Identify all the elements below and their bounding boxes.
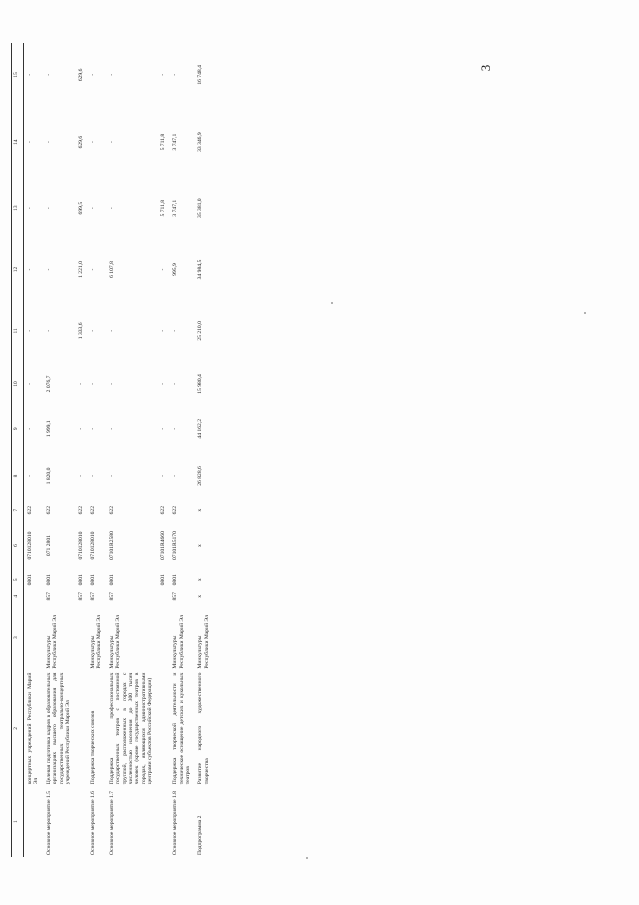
table-cell: 0801 — [45, 574, 52, 586]
table-cell: 0801 — [77, 574, 84, 586]
table-cell: 699,5 — [77, 201, 84, 215]
table-cell: - — [27, 73, 33, 76]
table-cell: 16 748,4 — [197, 65, 204, 85]
column-header: 14 — [12, 107, 24, 178]
table-cell: Основное мероприятие 1.5 — [45, 791, 52, 855]
table-cell — [24, 588, 43, 605]
rotated-table-container — [11, 43, 531, 857]
table-cell: 07101R4660 — [159, 531, 166, 561]
table-cell: Минкультуры Республики Марий Эл — [172, 615, 185, 669]
table-row — [75, 43, 87, 857]
table-body — [24, 43, 214, 857]
table-cell: 0710128010 — [89, 531, 96, 560]
table-row — [87, 43, 106, 857]
table-cell — [75, 671, 87, 787]
column-header: 1 — [12, 786, 24, 857]
budget-table — [11, 43, 213, 857]
table-cell: - — [27, 268, 33, 271]
table-row — [157, 43, 169, 857]
table-cell: 622 — [172, 505, 179, 515]
table-cell: 1 820,0 — [45, 467, 52, 485]
table-cell: 26 828,6 — [197, 466, 204, 486]
table-cell: - — [159, 427, 166, 430]
table-cell: 995,9 — [172, 263, 179, 276]
table-cell: - — [27, 207, 33, 210]
table-cell: 629,6 — [77, 68, 84, 82]
table-cell: - — [45, 207, 52, 210]
table-cell: 0801 — [27, 574, 33, 586]
column-header: 3 — [12, 605, 24, 671]
table-cell: 622 — [77, 505, 84, 515]
table-row — [43, 43, 75, 857]
table-cell: 33 346,9 — [197, 132, 204, 152]
table-cell: - — [159, 383, 166, 385]
table-cell: 07101R2580 — [108, 531, 115, 561]
table-cell: 622 — [108, 505, 115, 515]
column-header: 13 — [12, 178, 24, 239]
table-cell: - — [89, 329, 96, 332]
column-header: 4 — [12, 588, 24, 605]
table-cell: - — [172, 73, 179, 76]
table-cell: Минкультуры Республики Марий Эл — [108, 615, 122, 669]
table-cell: - — [159, 475, 166, 477]
table-cell: x — [197, 578, 204, 582]
table-cell: - — [77, 383, 84, 385]
table-cell: 6 107,8 — [108, 261, 115, 278]
table-cell: 35 381,0 — [197, 198, 204, 218]
table-cell: - — [159, 329, 166, 332]
table-cell: - — [108, 207, 115, 210]
table-cell: 857 — [45, 592, 52, 601]
table-cell — [24, 786, 43, 857]
table-cell — [24, 605, 43, 671]
table-cell: - — [89, 141, 96, 144]
table-cell: - — [108, 427, 115, 430]
table-cell: Целевая подготовка кадров в образовательных организациях высшего образования для государственных театрально-концертных учреждений Республики Марий Эл — [45, 672, 72, 785]
table-cell: Подпрограмма 2 — [197, 815, 204, 855]
column-header: 9 — [12, 406, 24, 451]
table-cell: 0710128010 — [27, 531, 33, 560]
scan-speck — [306, 857, 308, 859]
table-cell: 07101R5170 — [172, 531, 179, 561]
table-cell — [157, 588, 169, 605]
column-header: 8 — [12, 451, 24, 501]
column-header: 10 — [12, 362, 24, 407]
table-cell: x — [197, 508, 204, 512]
page-number: 3 — [478, 64, 493, 72]
table-cell: Основное мероприятие 1.6 — [89, 791, 96, 855]
table-cell — [157, 605, 169, 671]
table-cell: - — [89, 427, 96, 430]
table-cell: - — [159, 73, 166, 76]
table-cell: - — [172, 383, 179, 385]
table-cell: - — [108, 73, 115, 76]
table-cell — [157, 786, 169, 857]
table-cell: 0801 — [108, 574, 115, 586]
table-cell: 629,6 — [77, 135, 84, 149]
table-cell: 622 — [45, 505, 52, 515]
table-cell: 3 747,1 — [172, 199, 179, 217]
table-cell: Поддержка творческих союзов — [89, 710, 96, 785]
table-cell — [75, 605, 87, 671]
table-cell: - — [45, 268, 52, 271]
table-row — [24, 43, 43, 857]
table-cell: 0801 — [89, 574, 96, 586]
table-cell: 071 2801 — [45, 535, 52, 557]
column-header: 12 — [12, 239, 24, 300]
table-row — [169, 43, 194, 857]
table-cell: x — [197, 594, 204, 598]
column-header: 6 — [12, 520, 24, 572]
table-cell: - — [172, 475, 179, 477]
table-cell: - — [45, 73, 52, 76]
table-cell: 0801 — [159, 574, 166, 586]
table-cell: - — [27, 475, 33, 477]
table-cell: Минкультуры Республики Марий Эл — [197, 615, 210, 669]
table-cell: - — [77, 475, 84, 477]
table-cell: - — [108, 329, 115, 332]
table-cell: Минкультуры Республики Марий Эл — [89, 615, 103, 669]
table-cell: - — [27, 329, 33, 332]
table-cell: - — [89, 383, 96, 385]
table-cell: - — [27, 427, 33, 430]
table-cell: 3 747,1 — [172, 133, 179, 151]
table-cell: - — [89, 207, 96, 210]
table-cell: - — [77, 427, 84, 430]
table-cell: 622 — [89, 505, 96, 515]
table-cell: 1 999,1 — [45, 420, 52, 438]
table-cell: 857 — [77, 592, 84, 601]
table-row — [106, 43, 157, 857]
table-cell: 0710128010 — [77, 531, 84, 560]
column-header: 15 — [12, 43, 24, 107]
column-header: 7 — [12, 501, 24, 520]
table-cell: 857 — [108, 592, 115, 601]
table-cell: 622 — [27, 505, 33, 515]
table-cell: 34 984,5 — [197, 259, 204, 280]
table-cell: Поддержка творческой деятельности и техническое оснащение детских и кукольных театров — [172, 672, 192, 785]
table-cell: - — [108, 383, 115, 385]
table-cell: - — [108, 475, 115, 477]
table-cell: 0801 — [172, 574, 179, 586]
table-cell: 15 980,4 — [197, 374, 204, 394]
table-cell: - — [27, 141, 33, 144]
table-cell: - — [45, 329, 52, 332]
table-cell: - — [89, 73, 96, 76]
table-cell: Основное мероприятие 1.7 — [108, 791, 115, 855]
table-cell: 2 076,7 — [45, 375, 52, 393]
table-cell: x — [197, 544, 204, 547]
table-cell: - — [108, 141, 115, 144]
table-cell: - — [172, 427, 179, 430]
column-number-header — [12, 43, 24, 857]
column-header: 2 — [12, 671, 24, 787]
table-cell: 857 — [172, 592, 179, 601]
table-row — [194, 43, 213, 857]
scan-speck — [331, 302, 333, 304]
table-cell: Развитие народного художественного творчества — [197, 672, 210, 785]
table-cell: 44 162,2 — [197, 418, 204, 439]
table-cell: 1 333,6 — [77, 322, 84, 340]
table-cell: 5 711,8 — [159, 133, 166, 151]
table-cell — [157, 671, 169, 787]
table-cell: - — [89, 475, 96, 477]
column-header: 5 — [12, 572, 24, 589]
table-cell: - — [45, 141, 52, 144]
table-cell: - — [89, 268, 96, 271]
table-cell: концертных учреждений Республики Марий Эл — [27, 672, 40, 785]
table-cell: 5 711,8 — [159, 199, 166, 217]
table-cell: - — [27, 383, 33, 385]
table-cell: Основное мероприятие 1.8 — [172, 791, 179, 855]
table-cell: - — [159, 268, 166, 271]
table-cell: - — [172, 329, 179, 332]
table-cell: 1 221,0 — [77, 261, 84, 278]
table-cell: 25 210,0 — [197, 321, 204, 341]
table-cell: Минкультуры Республики Марий Эл — [45, 615, 59, 669]
table-cell: Поддержка профессиональных государственных театров с постоянной труппой, расположенных в городах с численностью населения до 300 тысяч человек (кроме государственных театров в городах, являющихся административными центрами субъектов Российской Федерации) — [108, 672, 154, 785]
table-cell: 857 — [89, 592, 96, 601]
table-cell: 622 — [159, 505, 166, 515]
table-cell — [75, 786, 87, 857]
scan-speck — [584, 312, 586, 314]
column-header: 11 — [12, 300, 24, 361]
